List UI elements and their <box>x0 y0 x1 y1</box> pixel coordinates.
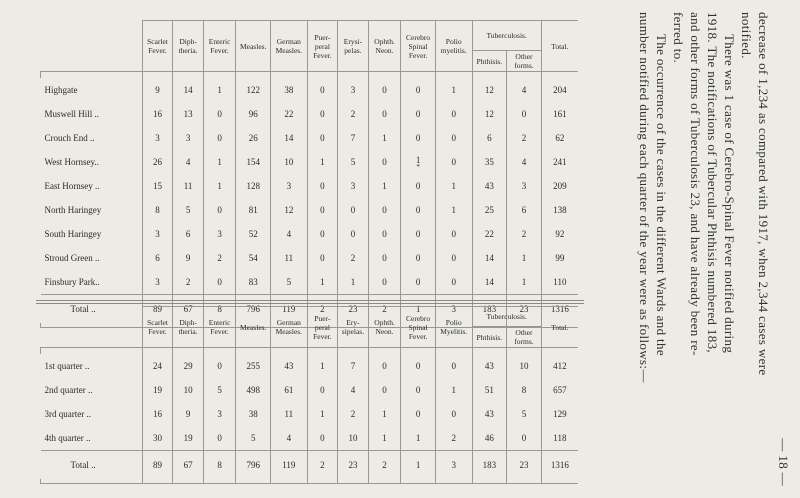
table-cell: 0 <box>203 102 236 126</box>
table-cell: 0 <box>401 78 436 102</box>
table-cell: 61 <box>271 378 308 402</box>
table-cell: 7 <box>338 354 369 378</box>
table-cell: 26 <box>142 150 173 174</box>
table-cell: 154 <box>236 150 271 174</box>
table-cell: 7 <box>338 126 369 150</box>
table-cell: 0 <box>401 126 436 150</box>
header-total: Total. <box>541 307 578 348</box>
side-line: 1918. The notifications of Tubercular Phthisis numbered 183, <box>705 12 720 354</box>
header-blank <box>41 21 143 72</box>
table-cell: 129 <box>541 402 578 426</box>
table-cell: 1 <box>368 174 401 198</box>
table-cell: 10 <box>338 426 369 450</box>
table-cell: 12 <box>271 198 308 222</box>
table-cell: 10 <box>173 378 204 402</box>
row-label: Finsbury Park.. <box>44 276 100 287</box>
table-cell: 122 <box>236 78 271 102</box>
table-cell: 2 <box>203 246 236 270</box>
total-cell: 796 <box>236 450 271 479</box>
row-label: 2nd quarter .. <box>44 385 93 395</box>
table-cell: 1 <box>401 426 436 450</box>
table-cell: 14 <box>173 78 204 102</box>
table-cell: 0 <box>401 378 436 402</box>
table-cell: 4 <box>338 378 369 402</box>
total-cell: 89 <box>142 294 173 323</box>
table-cell: 0 <box>507 426 542 450</box>
table-cell: 128 <box>236 174 271 198</box>
table-cell: 5 <box>173 198 204 222</box>
table-row <box>41 246 579 270</box>
row-label: 4th quarter .. <box>44 432 91 443</box>
table-cell: 12 <box>472 78 507 102</box>
table-row <box>41 402 579 426</box>
table-row <box>41 102 579 126</box>
header-phthisis: Phthisis. <box>472 51 507 72</box>
table-cell: 209 <box>541 174 578 198</box>
row-label: Muswell Hill .. <box>44 109 100 119</box>
header-tuberculosis: Tuberculosis. <box>472 307 541 327</box>
header-enteric-fever: Enteric Fever. <box>203 307 236 348</box>
table-cell: 0 <box>368 198 401 222</box>
table-cell: 81 <box>236 198 271 222</box>
table-cell: 3 <box>507 174 542 198</box>
table-cell: 3 <box>142 270 173 294</box>
table-cell: 1 <box>203 174 236 198</box>
table-row <box>41 126 579 150</box>
total-cell: 3 <box>435 294 472 323</box>
header-poliomyelitis: Polio myelitis. <box>435 21 472 72</box>
header-tuberculosis: Tuberculosis. <box>472 21 541 51</box>
row-label: North Haringey <box>44 205 102 215</box>
table-cell: 0 <box>368 246 401 270</box>
table-cell: 0 <box>368 378 401 402</box>
total-cell: 8 <box>203 450 236 479</box>
table-cell: 35 <box>472 150 507 174</box>
table-cell: 255 <box>236 354 271 378</box>
table-row <box>41 378 579 402</box>
table-cell: 0 <box>401 102 436 126</box>
table-cell: 110 <box>541 270 578 294</box>
table-cell: 498 <box>236 378 271 402</box>
table-cell: 11 <box>271 402 308 426</box>
total-cell: 2 <box>307 450 338 479</box>
row-label: 3rd quarter .. <box>44 409 91 419</box>
header-ophth-neon: Ophth. Neon. <box>368 21 401 72</box>
table-cell: 1 <box>307 354 338 378</box>
header-puerperal-fever: Puer- peral Fever. <box>307 21 338 72</box>
total-cell: 3 <box>435 450 472 479</box>
table-cell: 0 <box>435 270 472 294</box>
table-cell: 1 <box>307 402 338 426</box>
table-cell: 0 <box>307 126 338 150</box>
table-cell: 0 <box>368 102 401 126</box>
header-poliomyelitis: Polio Myelitis. <box>435 307 472 348</box>
table-cell: 138 <box>541 198 578 222</box>
table-cell: 161 <box>541 102 578 126</box>
table-cell: 14 <box>472 246 507 270</box>
header-blank <box>41 307 143 348</box>
table-cell: 2 <box>173 270 204 294</box>
side-line: and other forms of Tuberculosis 23, and have already been re- <box>688 12 703 356</box>
table-cell: 38 <box>271 78 308 102</box>
table-cell: 14 <box>472 270 507 294</box>
table-cell: 11 <box>173 174 204 198</box>
total-label: Total .. <box>41 450 143 479</box>
header-german-measles: German Measles. <box>271 307 308 348</box>
total-cell: 2 <box>368 294 401 323</box>
table-cell: 54 <box>236 246 271 270</box>
table-cell: 51 <box>472 378 507 402</box>
table-cell: 0 <box>203 126 236 150</box>
table-cell: 26 <box>236 126 271 150</box>
table-cell: 0 <box>507 102 542 126</box>
header-total: Total. <box>541 21 578 72</box>
table-cell: 4 <box>271 426 308 450</box>
table-cell: 4 <box>173 150 204 174</box>
table-cell: 1 <box>435 198 472 222</box>
page-number: — 18 — <box>776 438 791 486</box>
table-cell: 2 <box>338 246 369 270</box>
table-cell: 6 <box>142 246 173 270</box>
header-diphtheria: Diph- theria. <box>173 307 204 348</box>
table-cell: 10 <box>271 150 308 174</box>
total-row <box>41 450 579 479</box>
table-cell: 0 <box>368 270 401 294</box>
table-cell: 3 <box>173 126 204 150</box>
total-cell: 183 <box>472 450 507 479</box>
table-cell: 0 <box>435 354 472 378</box>
table-row <box>41 426 579 450</box>
table-row <box>41 78 579 102</box>
side-line: decrease of 1,234 as compared with 1917, when 2,344 cases were <box>756 12 771 376</box>
table-cell: 19 <box>142 378 173 402</box>
table-cell: 9 <box>173 246 204 270</box>
table-cell: 8 <box>507 378 542 402</box>
table-row <box>41 150 579 174</box>
row-label: Crouch End .. <box>44 133 95 143</box>
total-cell: 2 <box>368 450 401 479</box>
table-cell: 22 <box>271 102 308 126</box>
table-cell: 5 <box>338 150 369 174</box>
table-cell: 96 <box>236 102 271 126</box>
total-cell: 119 <box>271 450 308 479</box>
table-cell: 43 <box>472 174 507 198</box>
table-cell: 2 <box>338 402 369 426</box>
table-cell: 5 <box>271 270 308 294</box>
table-cell: 3 <box>142 126 173 150</box>
table-cell: 0 <box>435 222 472 246</box>
total-cell: 89 <box>142 450 173 479</box>
total-cell: 1316 <box>541 450 578 479</box>
table-cell: 3 <box>203 402 236 426</box>
table-cell: 14 <box>271 126 308 150</box>
table-cell: 4 <box>507 78 542 102</box>
table-cell: 657 <box>541 378 578 402</box>
table-cell: 0 <box>307 246 338 270</box>
table-cell: 5 <box>203 378 236 402</box>
table-row <box>41 222 579 246</box>
table-cell: 1 <box>338 270 369 294</box>
header-erysipelas: Ery- sipelas. <box>338 307 369 348</box>
table-cell: 1 <box>435 78 472 102</box>
table-cell: 43 <box>271 354 308 378</box>
table-row <box>41 198 579 222</box>
header-erysipelas: Erysi- pelas. <box>338 21 369 72</box>
table-cell: 0 <box>435 126 472 150</box>
table-cell: 29 <box>173 354 204 378</box>
table-cell: 0 <box>435 402 472 426</box>
table-cell: 204 <box>541 78 578 102</box>
table-cell: 46 <box>472 426 507 450</box>
side-text-block <box>600 0 800 498</box>
side-line: notified. <box>739 12 754 59</box>
table-cell: 1 <box>368 126 401 150</box>
header-german-measles: German Measles. <box>271 21 308 72</box>
table-cell: 12 <box>472 102 507 126</box>
table-cell: 4 <box>507 150 542 174</box>
table-cell: 118 <box>541 426 578 450</box>
table-cell: 1 <box>507 270 542 294</box>
table-cell: 0 <box>435 246 472 270</box>
table-row <box>41 270 579 294</box>
table-cell: 1 <box>307 270 338 294</box>
table-cell: 0 <box>401 246 436 270</box>
table-cell: 0 <box>307 102 338 126</box>
side-line: There was 1 case of Cerebro-Spinal Fever notified during <box>722 34 737 354</box>
table-cell: 241 <box>541 150 578 174</box>
table-cell: 5 <box>507 402 542 426</box>
table-cell <box>401 150 436 174</box>
total-cell: 796 <box>236 294 271 323</box>
header-cerebro-spinal: Cerebro Spinal Fever. <box>401 21 436 72</box>
table-cell: 43 <box>472 402 507 426</box>
table-cell: 0 <box>401 174 436 198</box>
header-phthisis: Phthisis. <box>472 327 507 348</box>
table-cell: 0 <box>307 174 338 198</box>
header-ophth-neon: Ophth. Neon. <box>368 307 401 348</box>
total-cell: 1 <box>401 294 436 323</box>
table-cell: 0 <box>307 378 338 402</box>
total-cell: 2 <box>307 294 338 323</box>
table-cell: 38 <box>236 402 271 426</box>
header-puerperal-fever: Puer- peral Fever. <box>307 307 338 348</box>
table-row <box>41 354 579 378</box>
total-cell: 1316 <box>541 294 578 323</box>
table-cell: 8 <box>142 198 173 222</box>
table-cell: 43 <box>472 354 507 378</box>
table-cell: 16 <box>142 102 173 126</box>
table-cell: 0 <box>401 198 436 222</box>
table-cell: 3 <box>338 174 369 198</box>
total-label: Total .. <box>41 294 143 323</box>
table-cell: 99 <box>541 246 578 270</box>
table-cell: 1 <box>203 150 236 174</box>
side-line: number notified during each quarter of the year were as follows:— <box>637 12 652 383</box>
table-cell: 0 <box>307 426 338 450</box>
table-cell: 0 <box>307 78 338 102</box>
asterisk-mark: * <box>416 163 420 171</box>
table-cell: 24 <box>142 354 173 378</box>
total-cell: 119 <box>271 294 308 323</box>
table-cell: 62 <box>541 126 578 150</box>
total-cell: 8 <box>203 294 236 323</box>
table-cell: 2 <box>338 102 369 126</box>
total-cell: 67 <box>173 450 204 479</box>
table-cell: 13 <box>173 102 204 126</box>
table-cell: 0 <box>338 222 369 246</box>
table-cell: 0 <box>401 402 436 426</box>
header-diphtheria: Diph- theria. <box>173 21 204 72</box>
header-cerebro-spinal: Cerebro Spinal Fever. <box>401 307 436 348</box>
table-cell: 83 <box>236 270 271 294</box>
total-cell: 1 <box>401 450 436 479</box>
table-cell: 6 <box>507 198 542 222</box>
table-cell: 0 <box>435 150 472 174</box>
table-cell: 1 <box>368 402 401 426</box>
table-cell: 15 <box>142 174 173 198</box>
table-cell: 3 <box>338 78 369 102</box>
table-cell: 0 <box>368 354 401 378</box>
table-cell: 0 <box>368 222 401 246</box>
header-measles: Measles. <box>236 307 271 348</box>
total-cell: 23 <box>338 450 369 479</box>
header-measles: Measles. <box>236 21 271 72</box>
table-cell: 52 <box>236 222 271 246</box>
quarters-body <box>41 348 579 484</box>
table-cell: 0 <box>368 78 401 102</box>
table-cell: 0 <box>368 150 401 174</box>
table-cell: 1 <box>368 426 401 450</box>
side-line: The occurrence of the cases in the different Wards and the <box>654 34 669 356</box>
table-cell: 11 <box>271 246 308 270</box>
table-cell: 3 <box>203 222 236 246</box>
table-cell: 19 <box>173 426 204 450</box>
table-cell: 0 <box>203 270 236 294</box>
table-cell: 3 <box>271 174 308 198</box>
header-enteric-fever: Enteric Fever. <box>203 21 236 72</box>
table-row <box>41 174 579 198</box>
table-cell: 5 <box>236 426 271 450</box>
table-cell: 1 <box>435 378 472 402</box>
row-label: Stroud Green .. <box>44 253 100 263</box>
table-cell: 0 <box>203 198 236 222</box>
table-cell: 2 <box>435 426 472 450</box>
table-cell: 1 <box>203 78 236 102</box>
header-scarlet-fever: Scarlet Fever. <box>142 307 173 348</box>
row-label: East Hornsey .. <box>44 181 100 191</box>
wards-body <box>41 72 579 328</box>
table-cell: 9 <box>142 78 173 102</box>
header-other-forms: Other forms. <box>507 51 542 72</box>
table-cell: 0 <box>401 354 436 378</box>
table-cell: 2 <box>507 126 542 150</box>
table-cell: 0 <box>307 198 338 222</box>
table-cell: 9 <box>173 402 204 426</box>
bottom-rule <box>41 479 579 484</box>
side-line: ferred to. <box>671 12 686 64</box>
table-cell: 1 <box>307 150 338 174</box>
total-cell: 67 <box>173 294 204 323</box>
total-cell: 23 <box>507 294 542 323</box>
table-cell: 0 <box>338 198 369 222</box>
cell-value: 1 <box>415 155 421 165</box>
table-cell: 0 <box>203 426 236 450</box>
header-other-forms: Other forms. <box>507 327 542 348</box>
table-cell: 92 <box>541 222 578 246</box>
table-cell: 1 <box>507 246 542 270</box>
table-cell: 6 <box>173 222 204 246</box>
table-cell: 0 <box>401 222 436 246</box>
table-cell: 30 <box>142 426 173 450</box>
table-cell: 3 <box>142 222 173 246</box>
header-scarlet-fever: Scarlet Fever. <box>142 21 173 72</box>
wards-table <box>40 20 578 328</box>
table-cell: 6 <box>472 126 507 150</box>
table-cell: 2 <box>507 222 542 246</box>
table-cell: 16 <box>142 402 173 426</box>
row-label: Highgate <box>44 85 78 95</box>
total-cell: 183 <box>472 294 507 323</box>
table-cell: 4 <box>271 222 308 246</box>
total-cell: 23 <box>338 294 369 323</box>
table-cell: 0 <box>435 102 472 126</box>
row-label: West Hornsey.. <box>44 157 99 167</box>
double-rule-divider <box>36 300 584 304</box>
row-label: South Haringey <box>44 229 102 239</box>
table-cell: 0 <box>307 222 338 246</box>
table-cell: 0 <box>203 354 236 378</box>
row-label: 1st quarter .. <box>44 361 90 371</box>
table-cell: 0 <box>401 270 436 294</box>
table-cell: 25 <box>472 198 507 222</box>
quarters-table <box>40 306 578 484</box>
table-cell: 412 <box>541 354 578 378</box>
table-cell: 10 <box>507 354 542 378</box>
total-cell: 23 <box>507 450 542 479</box>
table-cell: 1 <box>435 174 472 198</box>
table-cell: 22 <box>472 222 507 246</box>
